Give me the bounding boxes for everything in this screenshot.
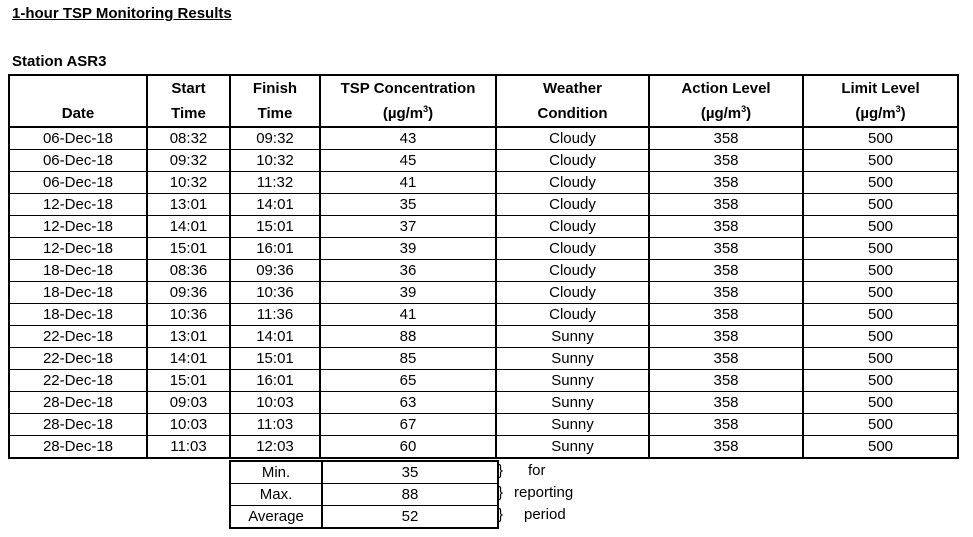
cell-weather: Cloudy [496, 282, 649, 304]
cell-tsp: 65 [320, 370, 496, 392]
header-row-1 [9, 75, 958, 101]
cell-weather: Cloudy [496, 172, 649, 194]
cell-start: 10:03 [147, 414, 230, 436]
cell-limit: 500 [803, 326, 958, 348]
brace-mark: } [498, 506, 504, 523]
cell-finish: 10:36 [230, 282, 320, 304]
note-line-2 [498, 482, 573, 504]
cell-weather: Cloudy [496, 304, 649, 326]
cell-start: 14:01 [147, 216, 230, 238]
page-title: 1-hour TSP Monitoring Results [12, 5, 232, 22]
cell-weather: Cloudy [496, 194, 649, 216]
cell-action: 358 [649, 348, 803, 370]
cell-start: 10:36 [147, 304, 230, 326]
reporting-period-note [498, 460, 573, 526]
cell-tsp: 35 [320, 194, 496, 216]
cell-date: 18-Dec-18 [9, 282, 147, 304]
table-row [9, 238, 958, 260]
cell-action: 358 [649, 194, 803, 216]
cell-start: 08:32 [147, 127, 230, 150]
summary-row [230, 506, 498, 529]
header-weather-line2: Condition [496, 101, 649, 127]
cell-tsp: 41 [320, 172, 496, 194]
header-action-unit: $(\mu g/m^3)$ [649, 101, 803, 127]
table-row [9, 326, 958, 348]
header-date-line1 [9, 75, 147, 101]
cell-weather: Cloudy [496, 216, 649, 238]
summary-row [230, 484, 498, 506]
cell-date: 18-Dec-18 [9, 304, 147, 326]
table-row [9, 436, 958, 459]
table-body [9, 127, 958, 458]
cell-action: 358 [649, 304, 803, 326]
header-limit-line1: Limit Level [803, 75, 958, 101]
cell-start: 15:01 [147, 238, 230, 260]
cell-weather: Sunny [496, 326, 649, 348]
cell-action: 358 [649, 436, 803, 459]
note-line-3 [498, 504, 573, 526]
summary-value: 88 [322, 484, 498, 506]
cell-finish: 14:01 [230, 326, 320, 348]
cell-start: 08:36 [147, 260, 230, 282]
cell-date: 12-Dec-18 [9, 216, 147, 238]
summary-row [230, 461, 498, 484]
cell-action: 358 [649, 238, 803, 260]
cell-start: 14:01 [147, 348, 230, 370]
cell-date: 12-Dec-18 [9, 238, 147, 260]
cell-limit: 500 [803, 127, 958, 150]
cell-finish: 11:32 [230, 172, 320, 194]
note-text-for: for [528, 462, 546, 479]
summary-value: 35 [322, 461, 498, 484]
cell-date: 28-Dec-18 [9, 392, 147, 414]
cell-finish: 09:36 [230, 260, 320, 282]
cell-date: 22-Dec-18 [9, 370, 147, 392]
cell-start: 09:32 [147, 150, 230, 172]
table-row [9, 150, 958, 172]
table-row [9, 304, 958, 326]
cell-finish: 16:01 [230, 238, 320, 260]
cell-start: 13:01 [147, 194, 230, 216]
cell-limit: 500 [803, 370, 958, 392]
table-row [9, 370, 958, 392]
cell-action: 358 [649, 260, 803, 282]
cell-weather: Sunny [496, 436, 649, 459]
header-finish-line1: Finish [230, 75, 320, 101]
cell-date: 06-Dec-18 [9, 127, 147, 150]
cell-action: 358 [649, 127, 803, 150]
cell-action: 358 [649, 282, 803, 304]
cell-weather: Sunny [496, 370, 649, 392]
cell-action: 358 [649, 392, 803, 414]
table-row [9, 172, 958, 194]
cell-action: 358 [649, 150, 803, 172]
cell-tsp: 39 [320, 282, 496, 304]
note-text-reporting: reporting [514, 484, 574, 501]
cell-tsp: 36 [320, 260, 496, 282]
header-action-line1: Action Level [649, 75, 803, 101]
cell-date: 18-Dec-18 [9, 260, 147, 282]
cell-date: 06-Dec-18 [9, 172, 147, 194]
cell-finish: 16:01 [230, 370, 320, 392]
brace-mark: } [498, 484, 504, 501]
header-date-line2: Date [9, 101, 147, 127]
table-row [9, 127, 958, 150]
cell-date: 22-Dec-18 [9, 326, 147, 348]
cell-start: 09:03 [147, 392, 230, 414]
cell-finish: 15:01 [230, 348, 320, 370]
cell-date: 06-Dec-18 [9, 150, 147, 172]
cell-tsp: 41 [320, 304, 496, 326]
tsp-results-table [8, 74, 959, 459]
cell-tsp: 60 [320, 436, 496, 459]
header-weather-line1: Weather [496, 75, 649, 101]
cell-limit: 500 [803, 150, 958, 172]
cell-limit: 500 [803, 260, 958, 282]
cell-limit: 500 [803, 282, 958, 304]
cell-tsp: 88 [320, 326, 496, 348]
cell-date: 28-Dec-18 [9, 414, 147, 436]
summary-label: Max. [230, 484, 322, 506]
cell-limit: 500 [803, 436, 958, 459]
cell-start: 11:03 [147, 436, 230, 459]
summary-value: 52 [322, 506, 498, 529]
table-row [9, 392, 958, 414]
cell-tsp: 45 [320, 150, 496, 172]
cell-tsp: 67 [320, 414, 496, 436]
summary-label: Average [230, 506, 322, 529]
cell-tsp: 63 [320, 392, 496, 414]
cell-weather: Cloudy [496, 238, 649, 260]
cell-start: 15:01 [147, 370, 230, 392]
cell-finish: 11:36 [230, 304, 320, 326]
cell-tsp: 37 [320, 216, 496, 238]
cell-weather: Sunny [496, 414, 649, 436]
cell-limit: 500 [803, 304, 958, 326]
cell-start: 13:01 [147, 326, 230, 348]
header-tsp-unit: $(\mu g/m^3)$ [320, 101, 496, 127]
cell-finish: 15:01 [230, 216, 320, 238]
cell-limit: 500 [803, 194, 958, 216]
cell-tsp: 43 [320, 127, 496, 150]
header-limit-unit: $(\mu g/m^3)$ [803, 101, 958, 127]
cell-limit: 500 [803, 414, 958, 436]
table-row [9, 348, 958, 370]
cell-action: 358 [649, 172, 803, 194]
cell-start: 10:32 [147, 172, 230, 194]
cell-start: 09:36 [147, 282, 230, 304]
cell-finish: 10:32 [230, 150, 320, 172]
table-row [9, 414, 958, 436]
cell-action: 358 [649, 414, 803, 436]
cell-weather: Sunny [496, 392, 649, 414]
header-start-line1: Start [147, 75, 230, 101]
cell-limit: 500 [803, 216, 958, 238]
note-text-period: period [524, 506, 566, 523]
station-label: Station ASR3 [12, 53, 107, 70]
cell-limit: 500 [803, 238, 958, 260]
table-row [9, 216, 958, 238]
cell-finish: 09:32 [230, 127, 320, 150]
note-line-1 [498, 460, 573, 482]
cell-weather: Cloudy [496, 127, 649, 150]
header-tsp-line1: TSP Concentration [320, 75, 496, 101]
cell-weather: Cloudy [496, 260, 649, 282]
table-row [9, 282, 958, 304]
cell-limit: 500 [803, 348, 958, 370]
brace-mark: } [498, 462, 504, 479]
header-finish-line2: Time [230, 101, 320, 127]
cell-limit: 500 [803, 392, 958, 414]
cell-limit: 500 [803, 172, 958, 194]
cell-action: 358 [649, 216, 803, 238]
cell-action: 358 [649, 370, 803, 392]
cell-finish: 12:03 [230, 436, 320, 459]
cell-finish: 14:01 [230, 194, 320, 216]
cell-finish: 11:03 [230, 414, 320, 436]
header-row-2 [9, 101, 958, 127]
cell-weather: Cloudy [496, 150, 649, 172]
cell-tsp: 39 [320, 238, 496, 260]
cell-date: 12-Dec-18 [9, 194, 147, 216]
cell-action: 358 [649, 326, 803, 348]
cell-finish: 10:03 [230, 392, 320, 414]
cell-weather: Sunny [496, 348, 649, 370]
header-start-line2: Time [147, 101, 230, 127]
table-row [9, 260, 958, 282]
cell-date: 28-Dec-18 [9, 436, 147, 459]
summary-table [229, 460, 499, 529]
cell-tsp: 85 [320, 348, 496, 370]
summary-label: Min. [230, 461, 322, 484]
cell-date: 22-Dec-18 [9, 348, 147, 370]
table-row [9, 194, 958, 216]
